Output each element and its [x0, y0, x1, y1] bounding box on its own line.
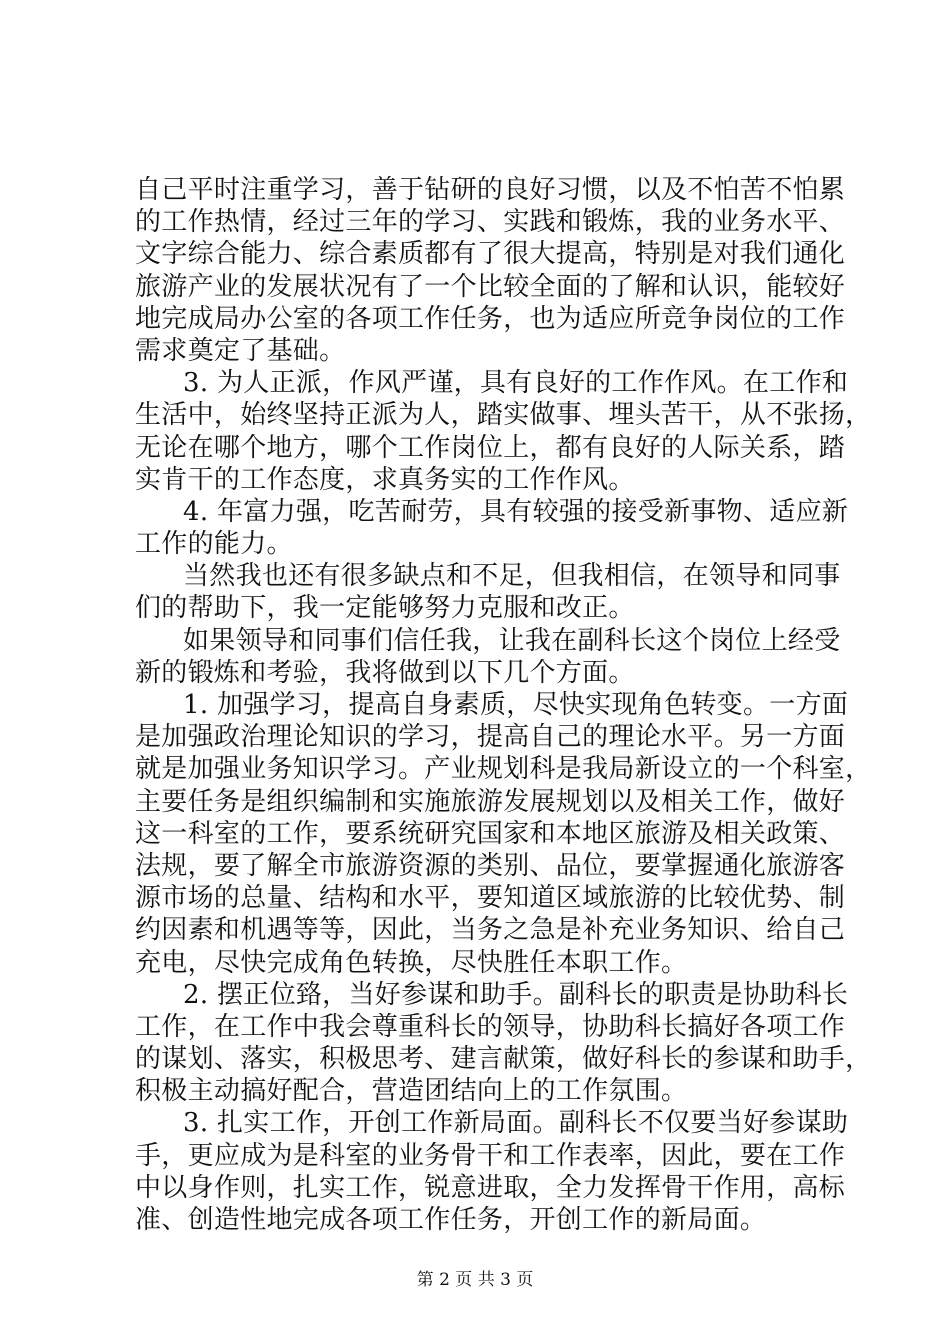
text-line: 如果领导和同事们信任我，让我在副科长这个岗位上经受 — [183, 625, 841, 656]
text-line: 工作的能力。 — [135, 529, 293, 560]
text-line: 们的帮助下，我一定能够努力克服和改正。 — [135, 593, 635, 624]
text-line: 3. 扎实工作，开创工作新局面。副科长不仅要当好参谋助 — [183, 1108, 849, 1139]
text-line: 2. 摆正位臵，当好参谋和助手。副科长的职责是协助科长 — [183, 979, 849, 1010]
document-body — [135, 174, 872, 1236]
text-line: 就是加强业务知识学习。产业规划科是我局新设立的一个科室， — [135, 754, 872, 785]
text-line: 工作，在工作中我会尊重科长的领导，协助科长搞好各项工作 — [135, 1011, 846, 1042]
text-line: 中以身作则，扎实工作，锐意进取，全力发挥骨干作用，高标 — [135, 1172, 846, 1203]
text-line: 1. 加强学习，提高自身素质，尽快实现角色转变。一方面 — [183, 690, 849, 720]
text-line: 的工作热情，经过三年的学习、实践和锻炼，我的业务水平、 — [135, 207, 846, 238]
text-line: 实肯干的工作态度，求真务实的工作作风。 — [135, 464, 635, 495]
text-line: 3. 为人正派，作风严谨，具有良好的工作作风。在工作和 — [183, 368, 849, 399]
page-footer — [0, 1269, 950, 1291]
text-line: 生活中，始终坚持正派为人，踏实做事、埋头苦干，从不张扬， — [135, 400, 872, 431]
text-line: 新的锻炼和考验，我将做到以下几个方面。 — [135, 657, 635, 688]
text-line: 这一科室的工作，要系统研究国家和本地区旅游及相关政策、 — [135, 818, 846, 849]
text-line: 地完成局办公室的各项工作任务，也为适应所竞争岗位的工作 — [135, 303, 846, 334]
text-line: 是加强政治理论知识的学习，提高自己的理论水平。另一方面 — [135, 722, 846, 753]
text-line: 充电，尽快完成角色转换，尽快胜任本职工作。 — [135, 947, 688, 978]
text-line: 4. 年富力强，吃苦耐劳，具有较强的接受新事物、适应新 — [183, 496, 849, 527]
text-line: 源市场的总量、结构和水平，要知道区域旅游的比较优势、制 — [135, 883, 846, 914]
text-line: 当然我也还有很多缺点和不足，但我相信，在领导和同事 — [183, 561, 841, 592]
text-line: 准、创造性地完成各项工作任务，开创工作的新局面。 — [135, 1205, 767, 1235]
page-number-label: 第 2 页 共 3 页 — [416, 1270, 534, 1290]
text-line: 积极主动搞好配合，营造团结向上的工作氛围。 — [135, 1076, 688, 1107]
text-line: 无论在哪个地方，哪个工作岗位上，都有良好的人际关系，踏 — [135, 432, 846, 463]
text-line: 文字综合能力、综合素质都有了很大提高，特别是对我们通化 — [135, 239, 846, 270]
text-line: 的谋划、落实，积极思考、建言献策，做好科长的参谋和助手， — [135, 1044, 872, 1075]
text-line: 需求奠定了基础。 — [135, 335, 346, 366]
text-line: 法规，要了解全市旅游资源的类别、品位，要掌握通化旅游客 — [135, 850, 846, 881]
text-line: 旅游产业的发展状况有了一个比较全面的了解和认识，能较好 — [135, 271, 846, 302]
text-line: 自己平时注重学习，善于钻研的良好习惯，以及不怕苦不怕累 — [135, 175, 846, 205]
text-line: 约因素和机遇等等，因此，当务之急是补充业务知识、给自己 — [135, 915, 846, 946]
text-line: 手，更应成为是科室的业务骨干和工作表率，因此，要在工作 — [135, 1140, 846, 1171]
text-line: 主要任务是组织编制和实施旅游发展规划以及相关工作，做好 — [135, 786, 846, 817]
